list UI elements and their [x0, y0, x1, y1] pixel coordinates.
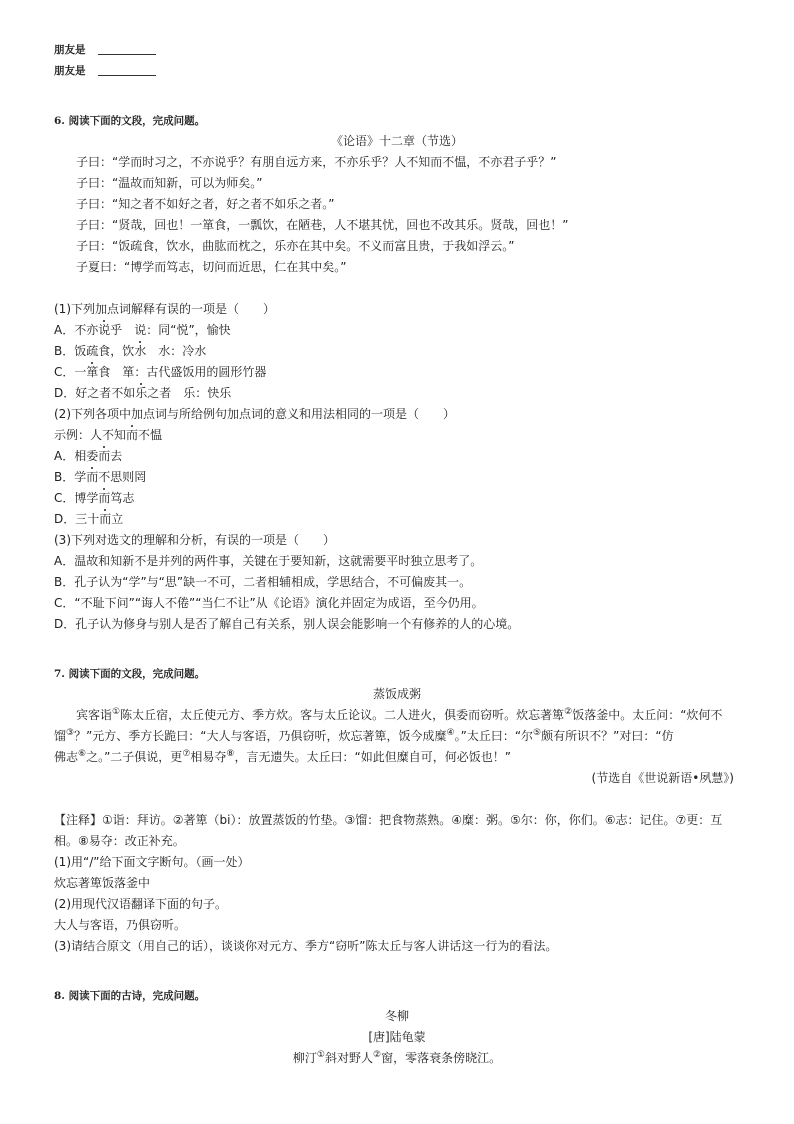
- dotted-word: 而: [98, 491, 111, 505]
- passage-line: 子曰：“温故而知新，可以为师矣。”: [76, 176, 263, 190]
- passage-title: 《论语》十二章（节选）: [330, 134, 463, 148]
- sub-question-text: 大人与客语，乃俱窃听。: [54, 918, 187, 932]
- passage-line: 子曰：“贤哉，回也！一箪食，一瓢饮，在陋巷，人不堪其忧，回也不改其乐。贤哉，回也！”: [76, 218, 569, 232]
- option-a[interactable]: A．不亦说乎 说：同“悦”，愉快: [54, 323, 231, 337]
- option-b[interactable]: B．孔子认为“学”与“思”缺一不可，二者相辅相成，学思结合，不可偏废其一。: [54, 575, 472, 589]
- passage-line: 子曰：“知之者不如好之者，好之者不如乐之者。”: [76, 197, 335, 211]
- dotted-word: 水: [134, 344, 147, 358]
- passage-line: 子曰：“学而时习之，不亦说乎？有朋自远方来，不亦乐乎？人不知而不愠，不亦君子乎？”: [76, 155, 557, 169]
- footnote-marker: ①: [316, 1050, 325, 1060]
- footnote-marker: ⑧: [226, 749, 235, 759]
- footnote-marker: ②: [564, 707, 573, 717]
- footnote-marker: ③: [66, 728, 75, 738]
- example-line: 示例：人不知而不愠: [54, 428, 163, 442]
- question-7-heading: 7. 阅读下面的文段，完成问题。: [54, 668, 206, 680]
- friend-label: 朋友是: [54, 44, 86, 56]
- poem-title: 冬柳: [384, 1009, 409, 1023]
- option-d[interactable]: D．好之者不如乐之者 乐：快乐: [54, 386, 232, 400]
- option-b[interactable]: B．饭疏食，饮水 水：冷水: [54, 344, 207, 358]
- option-c[interactable]: C．“不耻下问”“诲人不倦”“当仁不让”从《论语》演化并固定为成语，至今仍用。: [54, 596, 484, 610]
- footnote-marker: ⑤: [533, 728, 542, 738]
- notes-line: 相。⑧易夺：改正补充。: [54, 834, 185, 848]
- poem-line: 柳汀①斜对野人②窗，零落衰条傍晓江。: [292, 1050, 502, 1065]
- footnote-marker: ⑥: [78, 749, 87, 759]
- sub-question-3: (3)下列对选文的理解和分析，有误的一项是（ ）: [54, 533, 336, 547]
- dotted-word: 而: [99, 512, 112, 526]
- friend-label: 朋友是: [54, 65, 86, 77]
- friend-line-2: [54, 63, 156, 79]
- sub-question-3: (3)请结合原文（用自己的话），谈谈你对元方、季方“窃听”陈太丘与客人讲话这一行为的看法。: [54, 939, 558, 953]
- option-a[interactable]: A．相委而去: [54, 449, 123, 463]
- notes-line: 【注释】①诣：拜访。②著箄（bi）：放置蒸饭的竹垫。③馏：把食物蒸熟。④糜：粥。⑤尔：你，你们。⑥志：记住。⑦更：互: [54, 813, 723, 827]
- sub-question-1: (1)用“/”给下面文字断句。（画一处）: [54, 855, 250, 869]
- sub-question-2: (2)用现代汉语翻译下面的句子。: [54, 897, 227, 911]
- answer-blank[interactable]: [98, 75, 156, 76]
- footnote-marker: ②: [373, 1050, 382, 1060]
- passage-title: 蒸饭成粥: [372, 687, 421, 701]
- footnote-marker: ①: [112, 707, 121, 717]
- friend-line-1: [54, 42, 156, 58]
- dotted-word: 乐: [135, 386, 148, 400]
- option-c[interactable]: C．一箪食 箪：古代盛饭用的圆形竹器: [54, 365, 267, 379]
- passage-line: 宾客诣①陈太丘宿，太丘使元方、季方炊。客与太丘论议。二人进火，俱委而窃听。炊忘著箄②饭落釜中。太丘问：“炊何不: [76, 707, 723, 722]
- passage-line: 子曰：“饭疏食，饮水，曲肱而枕之，乐亦在其中矣。不义而富且贵，于我如浮云。”: [76, 239, 515, 253]
- question-8-heading: 8. 阅读下面的古诗，完成问题。: [54, 990, 206, 1002]
- poem-author: [唐]陆龟蒙: [368, 1030, 426, 1044]
- dotted-word: 而: [86, 470, 99, 484]
- passage-line: 馏③？”元方、季方长跪曰：“大人与客语，乃俱窃听，炊忘著箄，饭今成糜④。”太丘曰：“尔⑤颇有所识不？”对曰：“仿: [54, 728, 674, 743]
- answer-blank[interactable]: [98, 54, 156, 55]
- dotted-word: 而: [98, 449, 111, 463]
- dotted-word: 而: [126, 428, 139, 442]
- footnote-marker: ⑦: [182, 749, 191, 759]
- dotted-word: 箪: [86, 365, 99, 379]
- sub-question-1: (1)下列加点词解释有误的一项是（ ）: [54, 302, 275, 316]
- option-d[interactable]: D．孔子认为修身与别人是否了解自己有关系，别人误会能影响一个有修养的人的心境。: [54, 617, 520, 631]
- passage-line: 子夏曰：“博学而笃志，切问而近思，仁在其中矣。”: [76, 260, 347, 274]
- sub-question-text: 炊忘著箄饭落釜中: [54, 876, 151, 890]
- option-c[interactable]: C．博学而笃志: [54, 491, 135, 505]
- question-6-heading: 6. 阅读下面的文段，完成问题。: [54, 115, 206, 127]
- option-a[interactable]: A．温故和知新不是并列的两件事，关键在于要知新，这就需要平时独立思考了。: [54, 554, 483, 568]
- footnote-marker: ④: [446, 728, 455, 738]
- sub-question-2: (2)下列各项中加点词与所给例句加点词的意义和用法相同的一项是（ ）: [54, 407, 456, 421]
- option-b[interactable]: B．学而不思则罔: [54, 470, 147, 484]
- passage-source: (节选自《世说新语•夙慧》): [591, 771, 734, 785]
- passage-line: 佛志⑥之。”二子俱说，更⑦相易夺⑧，言无遗失。太丘曰：“如此但糜自可，何必饭也！”: [54, 749, 511, 764]
- dotted-word: 说: [98, 323, 111, 337]
- option-d[interactable]: D．三十而立: [54, 512, 124, 526]
